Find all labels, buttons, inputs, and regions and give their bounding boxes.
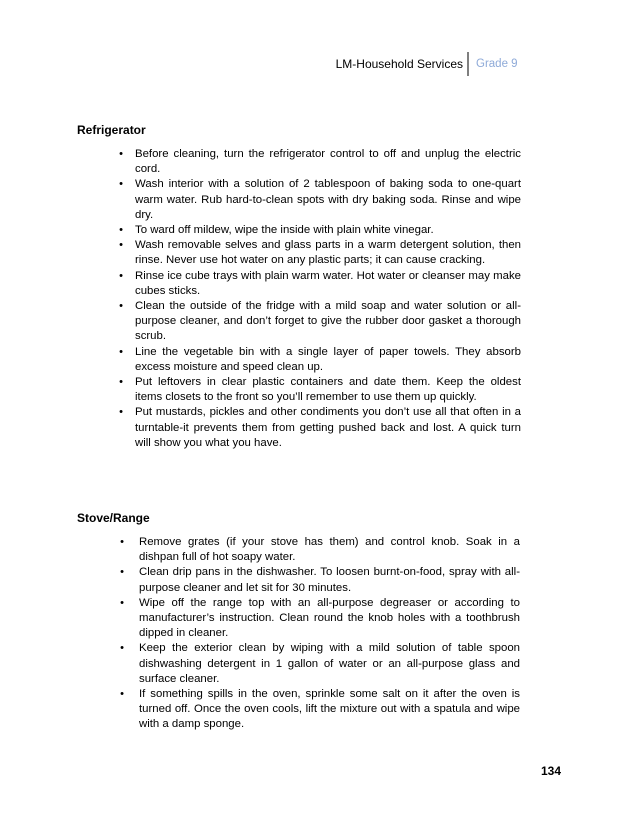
- header-title: LM-Household Services: [335, 57, 463, 71]
- list-item-text: Wash removable selves and glass parts in a warm detergent solution, then rinse. Never use hot water on any plastic parts; it can cause cracking.: [135, 239, 521, 267]
- bullet-icon: •: [119, 269, 123, 282]
- page-number: 134: [540, 764, 561, 778]
- list-item: [119, 147, 521, 177]
- page-header: [0, 52, 639, 76]
- bullet-icon: •: [119, 224, 123, 237]
- bullet-icon: •: [119, 239, 123, 252]
- bullet-icon: •: [120, 566, 124, 579]
- list-item-text: Put mustards, pickles and other condiments you don’t use all that often in a turntable-it prevents them from getting pushed back and lost. A quick turn will show you what you have.: [135, 406, 521, 449]
- list-item-text: Put leftovers in clear plastic containers and date them. Keep the oldest items closets to the front so you’ll remember to use them up quickly.: [135, 376, 521, 404]
- bullet-icon: •: [120, 642, 124, 655]
- header-grade: Grade 9: [476, 58, 518, 70]
- list-item-text: To ward off mildew, wipe the inside with plain white vinegar.: [135, 224, 434, 237]
- list-item: [120, 641, 520, 687]
- list-item: [119, 269, 521, 299]
- list-item: [120, 535, 520, 565]
- section-heading-refrigerator: Refrigerator: [77, 123, 146, 137]
- list-item-text: Wash interior with a solution of 2 tablespoon of baking soda to one-quart warm water. Rub hard-to-clean spots with dry baking soda. Rinse and wipe dry.: [135, 178, 521, 221]
- header-divider: [467, 52, 469, 76]
- bullet-icon: •: [119, 178, 123, 191]
- bullet-icon: •: [120, 536, 124, 548]
- bullet-icon: •: [119, 345, 123, 358]
- bullet-icon: •: [119, 148, 123, 160]
- list-item: [119, 375, 521, 405]
- list-item-text: Rinse ice cube trays with plain warm water. Hot water or cleanser may make cubes sticks.: [135, 269, 521, 297]
- list-item: [119, 405, 521, 451]
- list-item-text: Before cleaning, turn the refrigerator control to off and unplug the electric cord.: [135, 148, 521, 176]
- stove-range-bullet-list: [0, 535, 639, 733]
- bullet-icon: •: [120, 688, 124, 701]
- bullet-icon: •: [119, 376, 123, 389]
- refrigerator-bullet-list: [0, 147, 639, 451]
- list-item-text: If something spills in the oven, sprinkle some salt on it after the oven is turned off. Once the oven cools, lift the mixture out with a spatula and wipe with a damp sponge.: [139, 688, 520, 731]
- bullet-icon: •: [120, 596, 124, 609]
- list-item: [119, 345, 521, 375]
- list-item-text: Line the vegetable bin with a single layer of paper towels. They absorb excess moisture and speed clean up.: [135, 345, 521, 373]
- list-item-text: Wipe off the range top with an all-purpose degreaser or according to manufacturer’s instruction. Clean round the knob holes with a toothbrush dipped in cleaner.: [139, 596, 520, 640]
- list-item: [120, 687, 520, 733]
- list-item: [120, 596, 520, 642]
- list-item: [120, 565, 520, 595]
- bullet-icon: •: [119, 406, 123, 419]
- section-heading-stove-range: Stove/Range: [77, 511, 150, 525]
- list-item-text: Clean the outside of the fridge with a mild soap and water solution or all-purpose cleaner, and don’t forget to give the rubber door gasket a thorough scrub.: [135, 300, 521, 343]
- list-item: [119, 238, 521, 268]
- list-item-text: Clean drip pans in the dishwasher. To loosen burnt-on-food, spray with all-purpose cleaner and let sit for 30 minutes.: [139, 566, 520, 594]
- list-item: [119, 223, 521, 238]
- list-item: [119, 299, 521, 345]
- list-item: [119, 177, 521, 223]
- list-item-text: Remove grates (if your stove has them) and control knob. Soak in a dishpan full of hot soapy water.: [139, 536, 520, 564]
- bullet-icon: •: [119, 300, 123, 313]
- list-item-text: Keep the exterior clean by wiping with a mild solution of table spoon dishwashing detergent in 1 gallon of water or an all-purpose glass and surface cleaner.: [139, 642, 520, 685]
